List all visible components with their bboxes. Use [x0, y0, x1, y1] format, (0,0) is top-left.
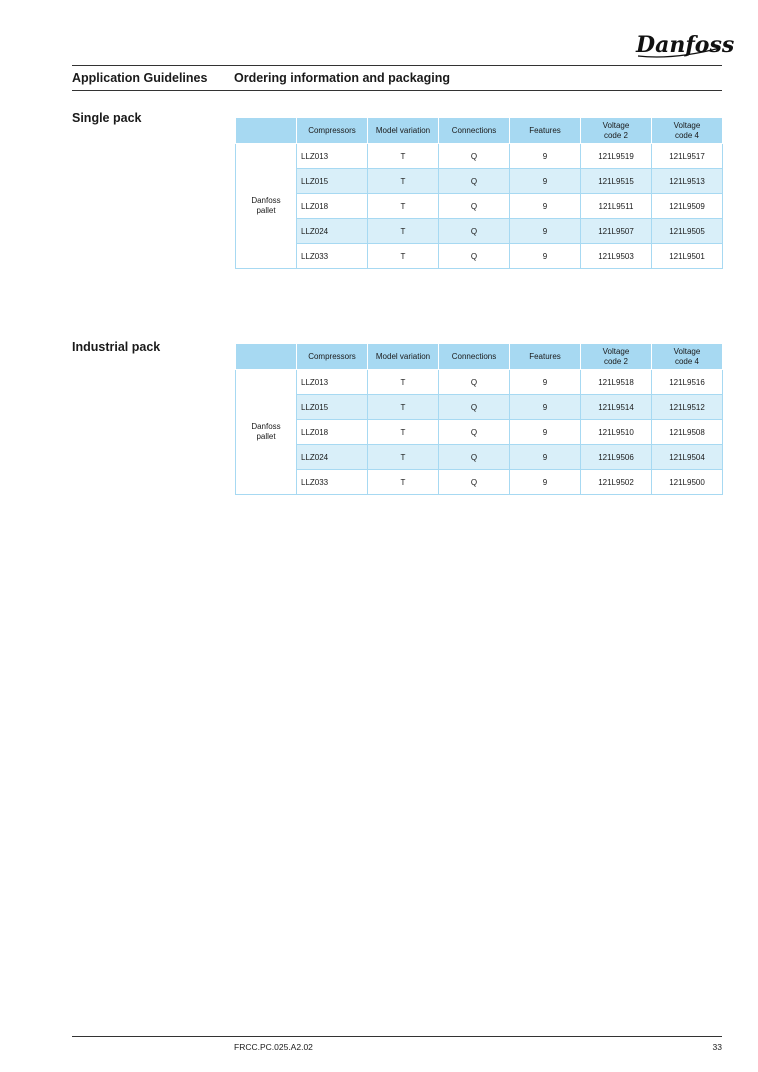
- cell-voltage-code-2: 121L9515: [581, 169, 652, 194]
- svg-text:Danfoss: Danfoss: [636, 32, 735, 58]
- cell-compressor: LLZ013: [297, 144, 368, 169]
- cell-voltage-code-2: 121L9510: [581, 420, 652, 445]
- cell-connections: Q: [439, 370, 510, 395]
- column-header: Compressors: [297, 118, 368, 144]
- cell-voltage-code-2: 121L9507: [581, 219, 652, 244]
- single-pack-title: Single pack: [72, 111, 142, 125]
- cell-voltage-code-4: 121L9505: [652, 219, 723, 244]
- cell-compressor: LLZ013: [297, 370, 368, 395]
- cell-connections: Q: [439, 169, 510, 194]
- cell-model-variation: T: [368, 445, 439, 470]
- cell-connections: Q: [439, 395, 510, 420]
- cell-compressor: LLZ015: [297, 169, 368, 194]
- cell-connections: Q: [439, 244, 510, 269]
- table-row: [236, 144, 723, 169]
- cell-connections: Q: [439, 219, 510, 244]
- cell-voltage-code-4: 121L9508: [652, 420, 723, 445]
- cell-model-variation: T: [368, 219, 439, 244]
- danfoss-logo: [634, 26, 735, 62]
- cell-voltage-code-2: 121L9519: [581, 144, 652, 169]
- column-header: Connections: [439, 344, 510, 370]
- cell-model-variation: T: [368, 470, 439, 495]
- table-row: [236, 470, 723, 495]
- cell-connections: Q: [439, 445, 510, 470]
- column-header: [236, 344, 297, 370]
- cell-compressor: LLZ024: [297, 445, 368, 470]
- cell-voltage-code-4: 121L9509: [652, 194, 723, 219]
- column-header: Features: [510, 344, 581, 370]
- cell-model-variation: T: [368, 244, 439, 269]
- column-header: Features: [510, 118, 581, 144]
- cell-connections: Q: [439, 470, 510, 495]
- cell-compressor: LLZ033: [297, 470, 368, 495]
- table-row: [236, 219, 723, 244]
- cell-compressor: LLZ018: [297, 194, 368, 219]
- column-header: Voltage code 2: [581, 344, 652, 370]
- table-header-row: [236, 118, 723, 144]
- group-label: Danfoss pallet: [236, 144, 297, 269]
- cell-model-variation: T: [368, 395, 439, 420]
- column-header: Connections: [439, 118, 510, 144]
- table-row: [236, 395, 723, 420]
- cell-compressor: LLZ018: [297, 420, 368, 445]
- industrial-pack-title: Industrial pack: [72, 340, 161, 354]
- cell-voltage-code-4: 121L9512: [652, 395, 723, 420]
- cell-voltage-code-2: 121L9506: [581, 445, 652, 470]
- single-pack-table: [235, 118, 723, 269]
- cell-features: 9: [510, 395, 581, 420]
- industrial-pack-table: [235, 344, 723, 495]
- header-right-title: Ordering information and packaging: [234, 71, 450, 85]
- cell-voltage-code-4: 121L9501: [652, 244, 723, 269]
- cell-model-variation: T: [368, 144, 439, 169]
- footer-rule: [72, 1036, 722, 1037]
- table-row: [236, 194, 723, 219]
- cell-voltage-code-2: 121L9511: [581, 194, 652, 219]
- cell-model-variation: T: [368, 420, 439, 445]
- column-header: [236, 118, 297, 144]
- cell-model-variation: T: [368, 169, 439, 194]
- cell-features: 9: [510, 445, 581, 470]
- cell-features: 9: [510, 470, 581, 495]
- cell-model-variation: T: [368, 370, 439, 395]
- cell-connections: Q: [439, 144, 510, 169]
- table-row: [236, 370, 723, 395]
- cell-voltage-code-4: 121L9513: [652, 169, 723, 194]
- document-code: FRCC.PC.025.A2.02: [234, 1042, 313, 1052]
- cell-features: 9: [510, 420, 581, 445]
- cell-compressor: LLZ024: [297, 219, 368, 244]
- cell-voltage-code-4: 121L9504: [652, 445, 723, 470]
- table-row: [236, 169, 723, 194]
- cell-features: 9: [510, 194, 581, 219]
- cell-voltage-code-2: 121L9518: [581, 370, 652, 395]
- cell-connections: Q: [439, 420, 510, 445]
- column-header: Model variation: [368, 118, 439, 144]
- header-rule: [72, 90, 722, 91]
- cell-features: 9: [510, 370, 581, 395]
- cell-features: 9: [510, 244, 581, 269]
- group-label: Danfoss pallet: [236, 370, 297, 495]
- cell-model-variation: T: [368, 194, 439, 219]
- cell-compressor: LLZ015: [297, 395, 368, 420]
- page-number: 33: [712, 1042, 722, 1052]
- table-header-row: [236, 344, 723, 370]
- cell-voltage-code-4: 121L9517: [652, 144, 723, 169]
- table-row: [236, 445, 723, 470]
- cell-voltage-code-2: 121L9502: [581, 470, 652, 495]
- column-header: Model variation: [368, 344, 439, 370]
- cell-features: 9: [510, 219, 581, 244]
- cell-features: 9: [510, 169, 581, 194]
- cell-voltage-code-4: 121L9500: [652, 470, 723, 495]
- cell-features: 9: [510, 144, 581, 169]
- table-row: [236, 420, 723, 445]
- top-rule: [72, 65, 722, 66]
- cell-voltage-code-2: 121L9503: [581, 244, 652, 269]
- table-row: [236, 244, 723, 269]
- cell-voltage-code-2: 121L9514: [581, 395, 652, 420]
- column-header: Voltage code 4: [652, 344, 723, 370]
- cell-compressor: LLZ033: [297, 244, 368, 269]
- column-header: Voltage code 4: [652, 118, 723, 144]
- header-left-title: Application Guidelines: [72, 71, 208, 85]
- cell-voltage-code-4: 121L9516: [652, 370, 723, 395]
- column-header: Voltage code 2: [581, 118, 652, 144]
- cell-connections: Q: [439, 194, 510, 219]
- column-header: Compressors: [297, 344, 368, 370]
